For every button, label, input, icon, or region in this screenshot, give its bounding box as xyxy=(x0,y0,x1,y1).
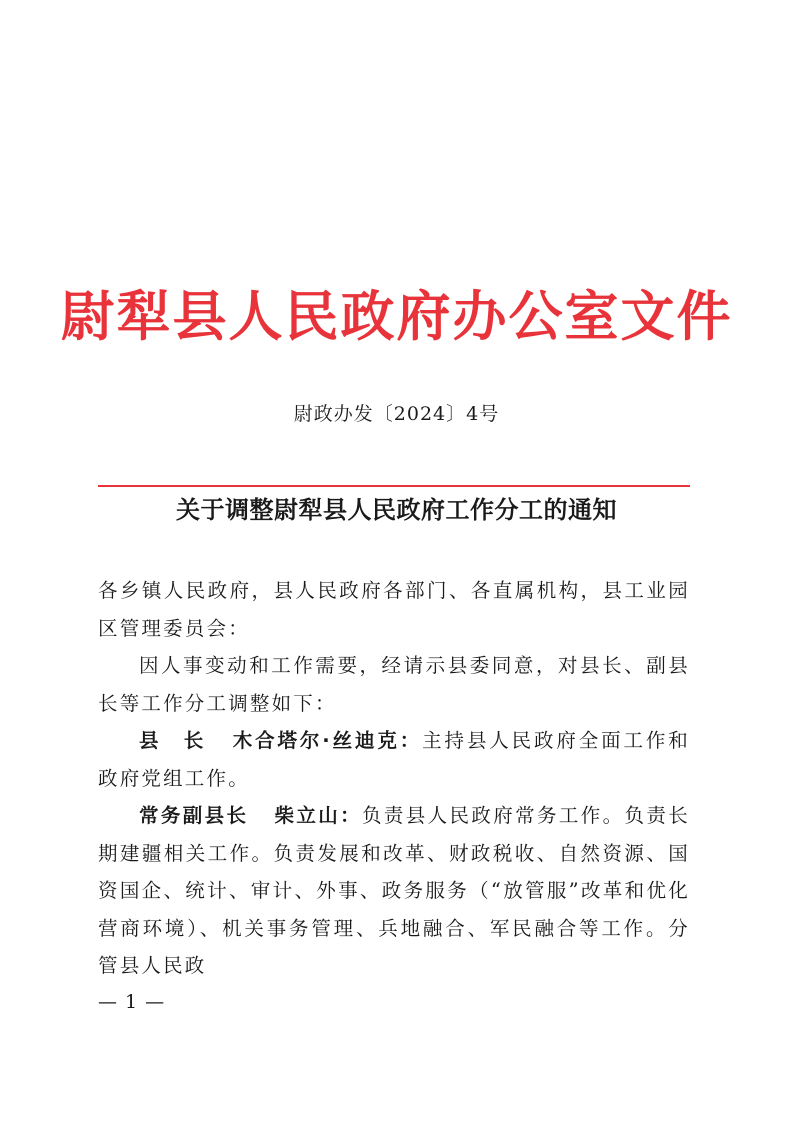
role-title: 县 长 xyxy=(138,729,207,752)
person-name: 木合塔尔·丝迪克： xyxy=(232,729,423,752)
notice-title: 关于调整尉犁县人民政府工作分工的通知 xyxy=(176,495,617,524)
duties-text: 主持县人民政府全面工作和政府党组工作。 xyxy=(98,729,690,790)
duty-paragraph-county-head xyxy=(98,722,690,797)
person-name: 柴立山： xyxy=(274,804,363,827)
page-number: — 1 — xyxy=(98,991,166,1013)
document-number: 尉政办发〔2024〕4号 xyxy=(293,403,500,425)
salutation: 各乡镇人民政府，县人民政府各部门、各直属机构，县工业园区管理委员会： xyxy=(98,579,690,640)
masthead-title: 尉犁县人民政府办公室文件 xyxy=(60,284,733,348)
duties-text: 负责县人民政府常务工作。负责长期建疆相关工作。负责发展和改革、财政税收、自然资源、国资国企、统计、审计、外事、政务服务（“放管服”改革和优化营商环境）、机关事务管理、兵地融合、军民融合等工作。分管县人民政 xyxy=(98,804,690,977)
red-separator-line xyxy=(98,485,690,487)
intro-paragraph: 因人事变动和工作需要，经请示县委同意，对县长、副县长等工作分工调整如下： xyxy=(98,654,690,715)
duty-paragraph-executive-deputy xyxy=(98,797,690,985)
role-title: 常务副县长 xyxy=(138,804,249,827)
document-body xyxy=(98,572,690,985)
